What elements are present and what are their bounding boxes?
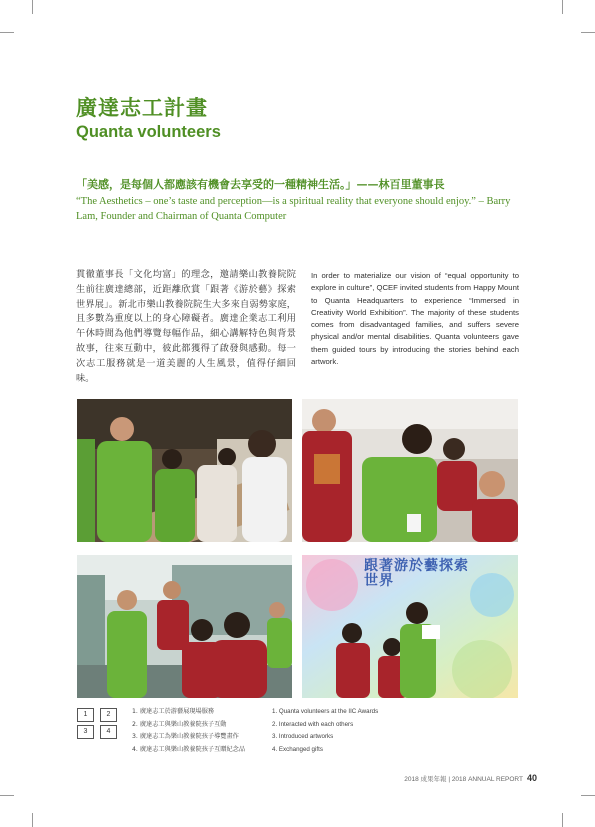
crop-mark <box>0 795 14 796</box>
caption-en-4: 4. Exchanged gifts <box>272 745 323 753</box>
photo-3 <box>77 555 292 698</box>
chairman-quote-en: “The Aesthetics – one’s taste and perception—is a spiritual reality that everyone should enjoy.” – Barry Lam, Founder and Chairman of Quanta Computer <box>76 196 511 222</box>
caption-en-1: 1. Quanta volunteers at the IIC Awards <box>272 708 379 715</box>
crop-mark <box>581 795 595 796</box>
crop-mark <box>32 0 33 14</box>
page-title-en: Quanta volunteers <box>76 123 221 141</box>
caption-zh-2: 2. 廣達志工與樂山教養院孩子互動 <box>132 720 227 728</box>
body-text-en: In order to materialize our vision of “equal opportunity to explore in culture”, QCEF invited students from Happy Mount to Quanta Headquarters to experience “Immersed in Creativity World Exhibition”. The majority of these students comes from disadvantaged families, and suffers severe physical and/or mental disabilities. Quanta volunteers gave them guided tours by introducing the stories behind each artwork. <box>311 271 519 367</box>
caption-zh-4: 4. 廣達志工與樂山教養院孩子互贈紀念品 <box>132 745 246 753</box>
photo-4 <box>302 555 518 698</box>
caption-zh-1: 1. 廣達志工於游藝展現場服務 <box>132 708 215 715</box>
crop-mark <box>581 32 595 33</box>
caption-zh-3: 3. 廣達志工為樂山教養院孩子導覽畫作 <box>132 733 239 740</box>
photo-banner-text: 跟著游於藝探索世界 <box>364 558 469 589</box>
captions-zh <box>132 706 245 756</box>
caption-en-3: 3. Introduced artworks <box>272 733 334 740</box>
page-number: 40 <box>526 773 537 783</box>
crop-mark <box>32 813 33 827</box>
page-title-zh: 廣達志工計畫 <box>76 96 208 120</box>
body-text-zh: 貫徹董事長「文化均富」的理念，邀請樂山教養院院生前往廣達總部，近距離欣賞「跟著《游於藝》探索世界展」。新北市樂山教養院院生大多來自弱勢家庭，且多數為重度以上的身心障礙者。廣達企業志工利用午休時間為他們導覽每幅作品，細心講解特色與背景故事，往來互動中，彼此都獲得了啟發與感動。每一次志工服務就是一道美麗的人生風景，值得仔細回味。 <box>76 269 296 384</box>
captions-en <box>272 706 378 756</box>
crop-mark <box>562 813 563 827</box>
photo-1 <box>77 399 292 542</box>
caption-en-2: 2. Interacted with each others <box>272 720 354 728</box>
page-footer <box>404 773 537 783</box>
crop-mark <box>0 32 14 33</box>
photo-2 <box>302 399 518 542</box>
photo-number-1: 1 <box>77 708 94 722</box>
photo-number-2: 2 <box>100 708 117 722</box>
photo-number-3: 3 <box>77 725 94 739</box>
crop-mark <box>562 0 563 14</box>
chairman-quote-zh: 「美感，是每個人都應該有機會去享受的一種精神生活。」——林百里董事長 <box>76 178 445 191</box>
footer-text: 2018 成果年報 | 2018 ANNUAL REPORT <box>404 776 523 783</box>
photo-number-4: 4 <box>100 725 117 739</box>
